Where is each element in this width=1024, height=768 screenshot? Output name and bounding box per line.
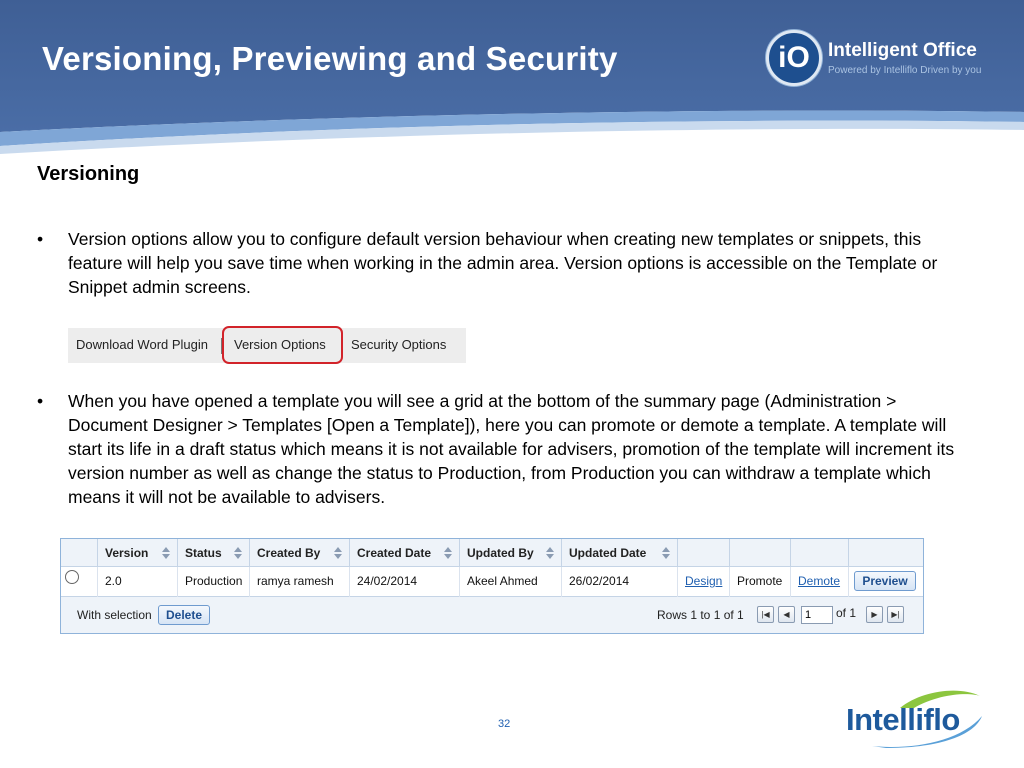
promote-action[interactable]: Promote [737,574,783,588]
first-page-icon[interactable]: |◀ [757,606,774,623]
sort-icon [444,547,452,559]
promote-column-header [729,539,790,567]
cell-design [677,567,729,597]
io-badge-icon: iO [766,30,822,86]
header-banner [0,0,1024,160]
cell-created-by: ramya ramesh [249,567,349,597]
logo-name: Intelligent Office [828,40,977,61]
cell-updated-by: Akeel Ahmed [459,567,561,597]
bullet-marker: • [37,391,44,411]
version-options-option[interactable]: Version Options [234,337,326,352]
cell-version: 2.0 [97,567,177,597]
version-options-highlight [222,326,343,364]
cell-preview [848,567,923,597]
column-header-updated-date[interactable]: Updated Date [561,539,677,567]
column-header-created-by[interactable]: Created By [249,539,349,567]
page-number-input[interactable]: 1 [801,606,833,624]
sort-icon [234,547,242,559]
page-count-label: of 1 [836,606,857,620]
grid-footer [61,597,923,633]
rows-info: Rows 1 to 1 of 1 [657,608,744,622]
slide-title: Versioning, Previewing and Security [42,40,618,77]
template-version-grid [60,538,924,634]
section-heading: Versioning [37,163,140,185]
next-page-icon[interactable]: ▶ [866,606,883,623]
cell-demote [790,567,848,597]
column-header-updated-by[interactable]: Updated By [459,539,561,567]
select-column-header [61,539,97,567]
logo-tagline: Powered by Intelliflo Driven by you [828,65,982,76]
intelliflo-logo [842,686,992,750]
grid-header-row [61,539,923,567]
column-header-status[interactable]: Status [177,539,249,567]
demote-column-header [790,539,848,567]
cell-updated-date: 26/02/2014 [561,567,677,597]
with-selection-label: With selection [77,608,152,622]
sort-icon [162,547,170,559]
last-page-icon[interactable]: ▶| [887,606,904,623]
intelliflo-wordmark: Intelliflo [846,702,960,737]
table-row [61,567,923,597]
security-options-option[interactable]: Security Options [351,337,447,352]
cell-promote [729,567,790,597]
design-link[interactable]: Design [685,574,723,588]
preview-column-header [848,539,923,567]
sort-icon [334,547,342,559]
design-column-header [677,539,729,567]
bullet-marker: • [37,229,44,249]
column-header-version[interactable]: Version [97,539,177,567]
delete-button[interactable]: Delete [158,605,210,625]
sort-icon [546,547,554,559]
demote-link[interactable]: Demote [798,574,841,588]
bullet-text: Version options allow you to configure default version behaviour when creating new templates or snippets, this feature will help you save time when working in the admin area. Version options is accessible on the Template or Snippet admin screens. [68,229,938,297]
row-select-radio[interactable] [65,570,79,584]
page-number: 32 [498,718,511,730]
sort-icon [662,547,670,559]
cell-status: Production [177,567,249,597]
download-word-plugin-option[interactable]: Download Word Plugin [76,337,208,352]
preview-button[interactable]: Preview [854,571,916,591]
cell-created-date: 24/02/2014 [349,567,459,597]
intelligent-office-logo [766,30,996,90]
prev-page-icon[interactable]: ◀ [778,606,795,623]
bullet-text: When you have opened a template you will see a grid at the bottom of the summary page (Administration > Document Designer > Templates [Open a Template]), here you can promote or demote a template. A template will start its life in a draft status which means it is not available for advisers, promotion of the template will increment its version number as well as change the status to Production, from Production you can withdraw a template which means it will not be available to advisers. [68,391,955,507]
column-header-created-date[interactable]: Created Date [349,539,459,567]
